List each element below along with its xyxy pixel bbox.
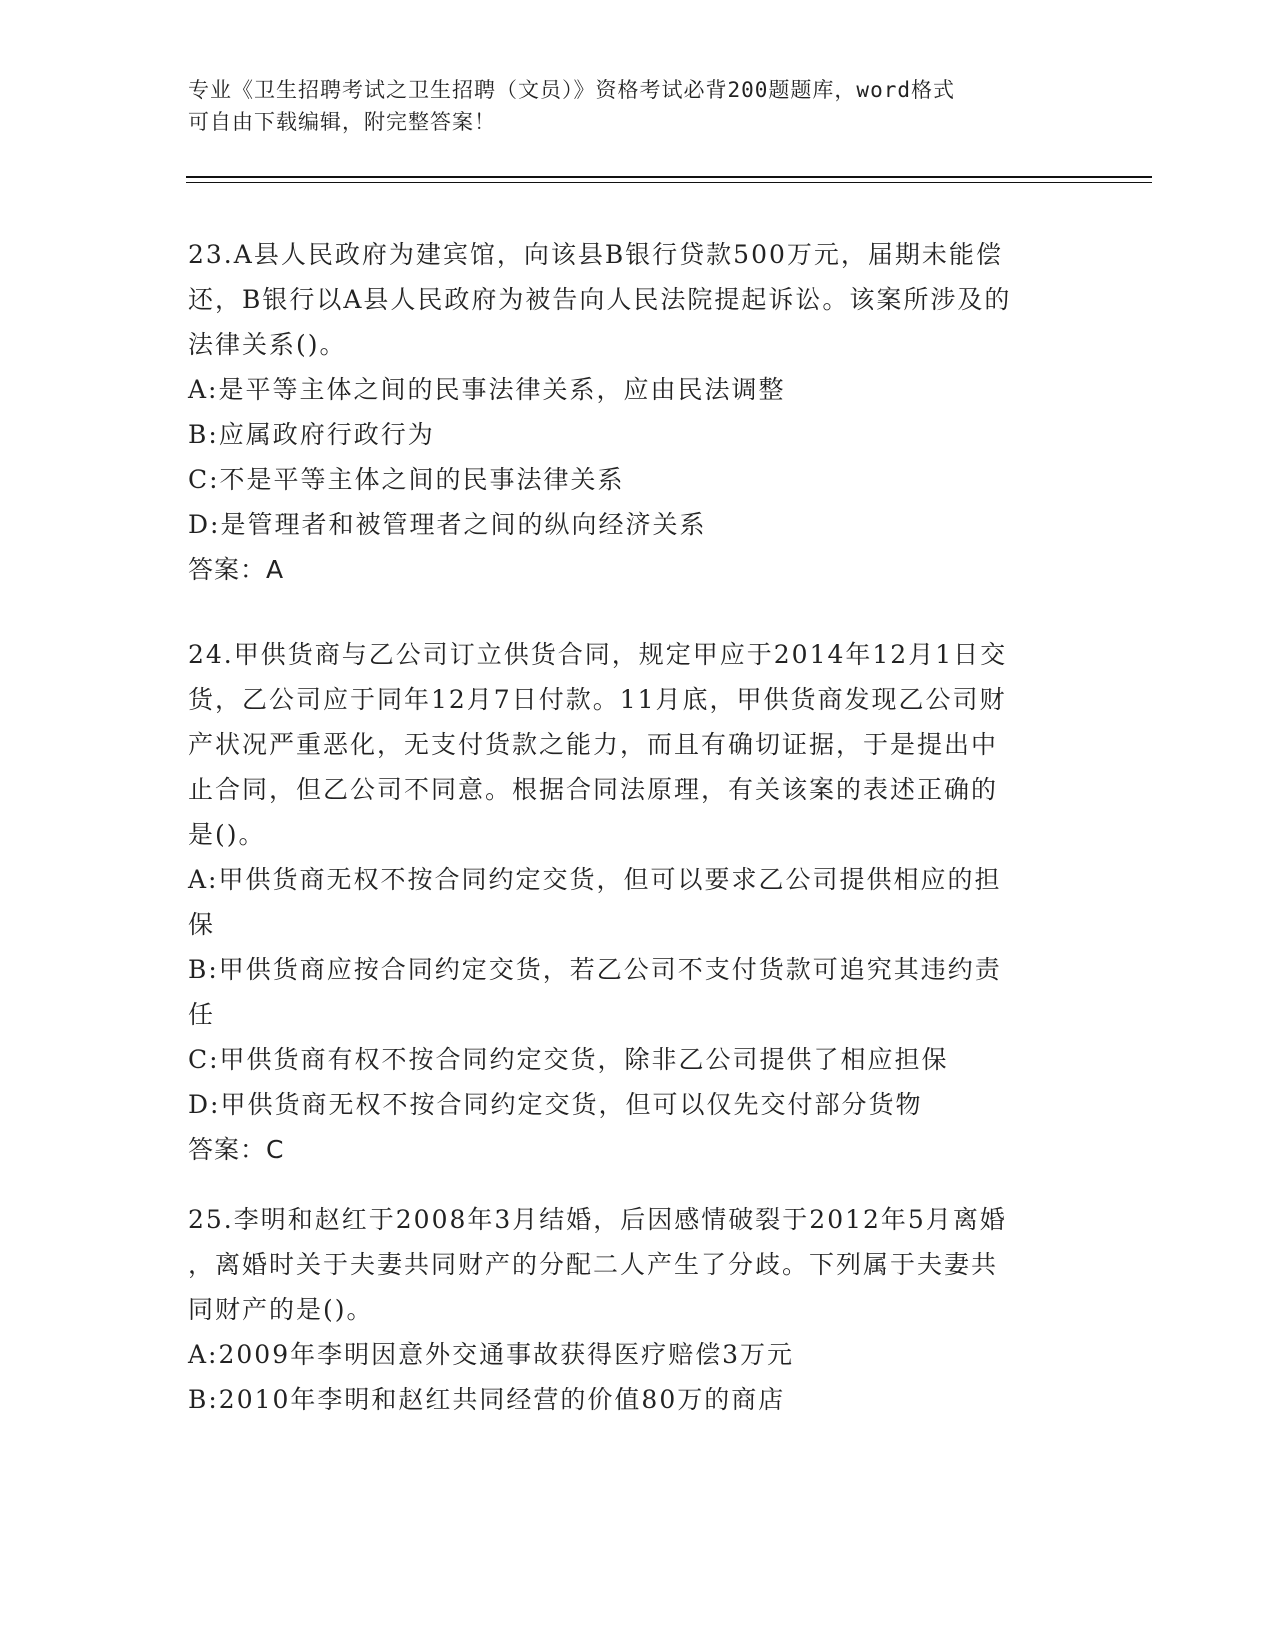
question-text-line: 货，乙公司应于同年12月7日付款。11月底，甲供货商发现乙公司财: [188, 685, 1007, 714]
question-text-line: 法律关系()。: [188, 330, 347, 359]
option-b: B:甲供货商应按合同约定交货，若乙公司不支付货款可追究其违约责: [188, 955, 1002, 984]
option-a: A:甲供货商无权不按合同约定交货，但可以要求乙公司提供相应的担: [188, 865, 1002, 894]
option-c: C:甲供货商有权不按合同约定交货，除非乙公司提供了相应担保: [188, 1045, 949, 1074]
answer-label: 答案：A: [188, 555, 285, 584]
header-line-1: 专业《卫生招聘考试之卫生招聘（文员）》资格考试必背200题题库，word格式: [188, 78, 955, 102]
question-text-line: 产状况严重恶化，无支付货款之能力，而且有确切证据，于是提出中: [188, 730, 999, 759]
question-24: [188, 632, 1088, 1172]
option-c: C:不是平等主体之间的民事法律关系: [188, 465, 625, 494]
header-line-2: 可自由下载编辑，附完整答案！: [188, 110, 496, 134]
question-text-line: 还，B银行以A县人民政府为被告向人民法院提起诉讼。该案所涉及的: [188, 285, 1012, 314]
question-text-line: 同财产的是()。: [188, 1295, 374, 1324]
question-text-line: 23.A县人民政府为建宾馆，向该县B银行贷款500万元，届期未能偿: [188, 240, 1003, 269]
document-header: [188, 74, 1088, 138]
question-23: [188, 232, 1088, 592]
option-a-continued: 保: [188, 910, 216, 939]
question-text-line: 24.甲供货商与乙公司订立供货合同，规定甲应于2014年12月1日交: [188, 640, 1008, 669]
question-text-line: 止合同，但乙公司不同意。根据合同法原理，有关该案的表述正确的: [188, 775, 999, 804]
option-a: A:2009年李明因意外交通事故获得医疗赔偿3万元: [188, 1340, 795, 1369]
option-d: D:甲供货商无权不按合同约定交货，但可以仅先交付部分货物: [188, 1090, 923, 1119]
question-text-line: ，离婚时关于夫妻共同财产的分配二人产生了分歧。下列属于夫妻共: [188, 1250, 999, 1279]
option-b: B:应属政府行政行为: [188, 420, 435, 449]
answer-label: 答案：C: [188, 1135, 285, 1164]
header-divider-thin: [186, 182, 1152, 183]
question-25: [188, 1197, 1088, 1422]
question-text-line: 是()。: [188, 820, 266, 849]
header-divider-thick: [186, 176, 1152, 178]
question-text-line: 25.李明和赵红于2008年3月结婚，后因感情破裂于2012年5月离婚: [188, 1205, 1007, 1234]
option-b-continued: 任: [188, 1000, 216, 1029]
option-b: B:2010年李明和赵红共同经营的价值80万的商店: [188, 1385, 786, 1414]
option-a: A:是平等主体之间的民事法律关系，应由民法调整: [188, 375, 786, 404]
option-d: D:是管理者和被管理者之间的纵向经济关系: [188, 510, 707, 539]
